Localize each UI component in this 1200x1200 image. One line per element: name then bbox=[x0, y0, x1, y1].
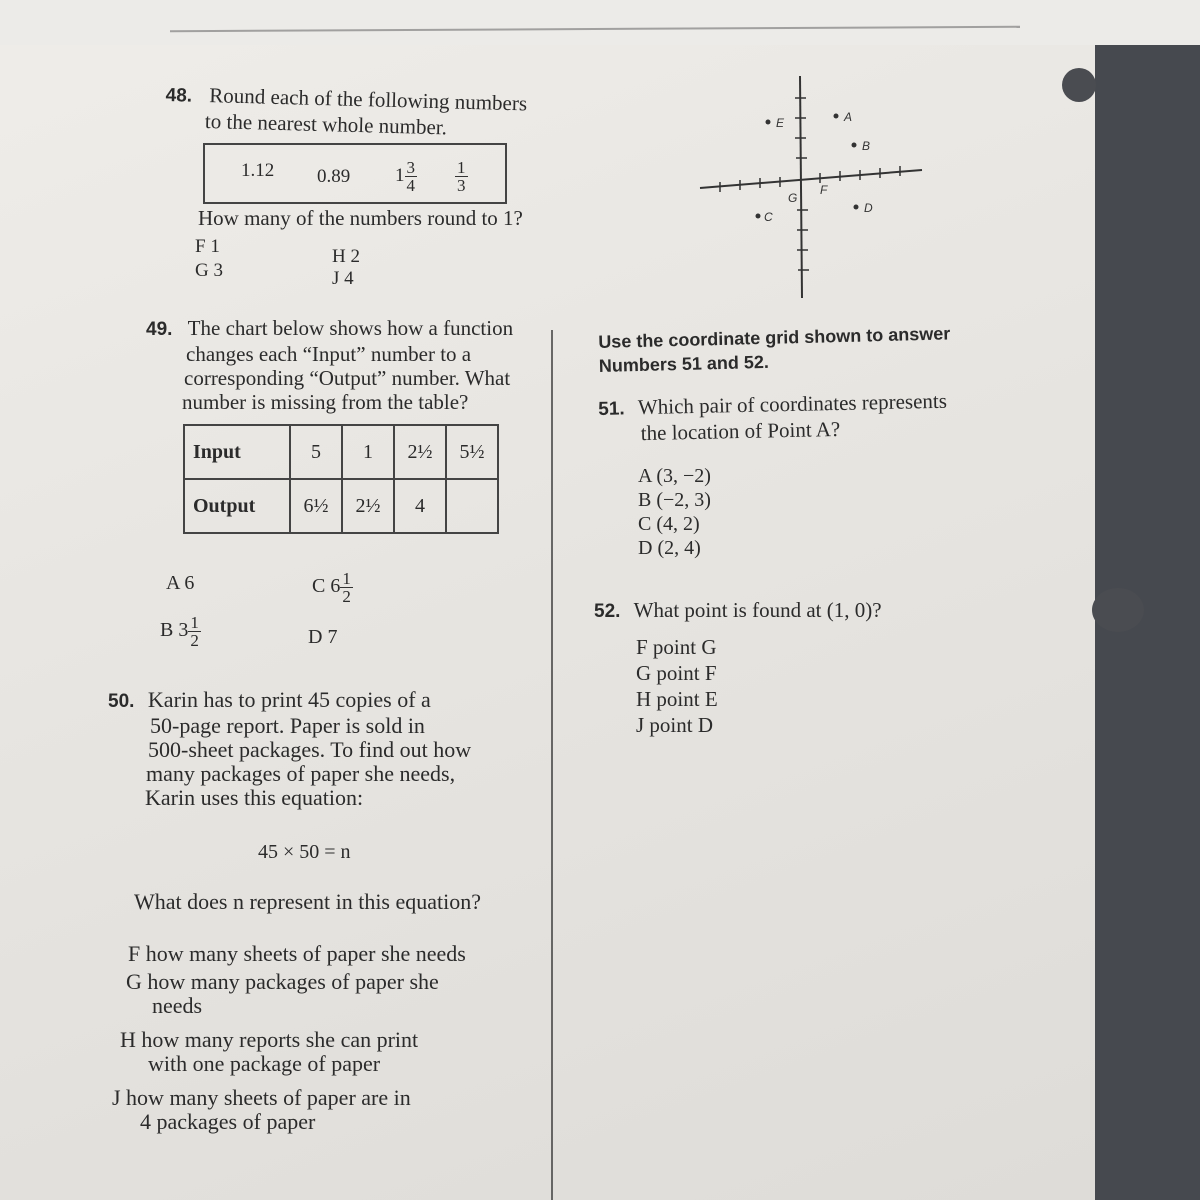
point-a-label: A bbox=[844, 110, 853, 124]
q51-number: 51. bbox=[598, 398, 625, 420]
q49-line1: The chart below shows how a function bbox=[187, 316, 514, 340]
q49-output-row bbox=[184, 479, 498, 533]
q49-choice-d[interactable] bbox=[308, 624, 337, 650]
q49-line4: number is missing from the table? bbox=[182, 390, 469, 414]
point-e-label: E bbox=[776, 116, 785, 130]
q49-choice-a-value: 6 bbox=[184, 572, 195, 594]
q49-output-label: Output bbox=[184, 479, 290, 533]
q51-choice-a[interactable]: A (3, −2) bbox=[638, 465, 711, 487]
q51-choice-c[interactable]: C (4, 2) bbox=[638, 513, 700, 535]
q50-choice-h[interactable] bbox=[120, 1028, 418, 1076]
q50-choice-j-line2: 4 packages of paper bbox=[140, 1109, 316, 1134]
q52-question: What point is found at (1, 0)? bbox=[633, 598, 882, 622]
column-divider bbox=[551, 330, 553, 1200]
punch-hole-top bbox=[1062, 68, 1096, 102]
coordinate-grid bbox=[690, 70, 940, 310]
q51-line2: the location of Point A? bbox=[640, 416, 841, 446]
grid-intro-line2: Numbers 51 and 52. bbox=[598, 351, 770, 376]
q48-question: How many of the numbers round to 1? bbox=[198, 206, 523, 230]
q49-input-2: 1 bbox=[342, 425, 394, 479]
punch-hole-middle bbox=[1092, 588, 1144, 632]
q50-choice-g-line1: G how many packages of paper she bbox=[126, 969, 439, 994]
q50-line4: many packages of paper she needs, bbox=[146, 761, 456, 786]
q50-choice-j-line1: J how many sheets of paper are in bbox=[112, 1085, 411, 1110]
q49-choice-b[interactable] bbox=[160, 614, 201, 649]
q49-prompt bbox=[146, 316, 513, 414]
q50-equation: 45 × 50 = n bbox=[258, 841, 351, 863]
q50-prompt bbox=[108, 688, 471, 810]
q49-choice-b-den: 2 bbox=[190, 631, 199, 650]
q49-choice-a[interactable] bbox=[166, 570, 194, 596]
q48-mixed-num: 3 bbox=[406, 158, 415, 177]
q49-input-row bbox=[184, 425, 498, 479]
q49-input-label: Input bbox=[184, 425, 290, 479]
q49-function-table bbox=[183, 424, 499, 534]
q52-choice-j[interactable]: J point D bbox=[636, 713, 714, 737]
q50-choice-h-line2: with one package of paper bbox=[148, 1051, 381, 1076]
q51-prompt bbox=[598, 389, 948, 446]
q52-choices bbox=[636, 634, 718, 738]
q50-line1: Karin has to print 45 copies of a bbox=[147, 687, 431, 712]
q51-choice-b[interactable]: B (−2, 3) bbox=[638, 489, 711, 511]
q49-choice-c-den: 2 bbox=[342, 587, 351, 606]
q52-number: 52. bbox=[594, 601, 621, 622]
q48-simple-num: 1 bbox=[457, 158, 466, 177]
point-d-label: D bbox=[864, 201, 873, 215]
q48-prompt-line1: Round each of the following numbers bbox=[209, 83, 528, 116]
q51-line1: Which pair of coordinates represents bbox=[637, 388, 948, 420]
q50-number: 50. bbox=[108, 691, 135, 712]
q51-choices bbox=[638, 464, 711, 560]
q49-input-1: 5 bbox=[290, 425, 342, 479]
q50-question: What does n represent in this equation? bbox=[134, 889, 482, 914]
q48-number-box bbox=[203, 143, 507, 204]
point-f-label: F bbox=[820, 183, 828, 197]
point-d-dot bbox=[854, 205, 859, 210]
q50-line3: 500-sheet packages. To find out how bbox=[148, 737, 472, 762]
q51-choice-d[interactable]: D (2, 4) bbox=[638, 537, 701, 559]
q49-choice-d-letter: D bbox=[308, 626, 323, 648]
q50-choice-f[interactable]: F how many sheets of paper she needs bbox=[128, 941, 466, 966]
point-b-label: B bbox=[862, 139, 871, 153]
q49-choice-c-whole: 6 bbox=[330, 575, 341, 598]
q48-value-4 bbox=[455, 159, 468, 194]
point-c-label: C bbox=[764, 210, 773, 224]
point-c-dot bbox=[756, 214, 761, 219]
q48-simple-den: 3 bbox=[457, 176, 466, 195]
q49-choice-b-num: 1 bbox=[190, 613, 199, 632]
q49-line2: changes each “Input” number to a bbox=[186, 342, 472, 366]
worksheet-page-top bbox=[0, 0, 1200, 45]
point-a-dot bbox=[834, 114, 839, 119]
q48-number: 48. bbox=[165, 84, 193, 107]
x-axis bbox=[700, 170, 922, 188]
q50-choice-h-line1: H how many reports she can print bbox=[120, 1027, 419, 1052]
q49-input-4: 5½ bbox=[446, 425, 498, 479]
q50-line5: Karin uses this equation: bbox=[145, 785, 364, 810]
q52-prompt bbox=[594, 598, 882, 624]
q49-choice-b-whole: 3 bbox=[178, 619, 189, 642]
point-b-dot bbox=[852, 143, 857, 148]
q50-choice-j[interactable] bbox=[112, 1086, 411, 1134]
q49-choice-c-letter: C bbox=[312, 575, 326, 598]
q48-value-3 bbox=[395, 159, 417, 194]
q48-value-2: 0.89 bbox=[317, 166, 351, 187]
y-axis bbox=[800, 76, 802, 298]
q49-choice-d-value: 7 bbox=[327, 626, 338, 648]
q48-choice-g[interactable]: G 3 bbox=[195, 260, 223, 281]
grid-intro-line1: Use the coordinate grid shown to answer bbox=[598, 323, 951, 352]
q49-choice-b-letter: B bbox=[160, 619, 174, 642]
q48-choice-j[interactable]: J 4 bbox=[332, 268, 354, 289]
q48-choice-f[interactable]: F 1 bbox=[195, 236, 220, 257]
q49-output-3: 4 bbox=[394, 479, 446, 533]
q50-line2: 50-page report. Paper is sold in bbox=[150, 713, 425, 738]
q49-line3: corresponding “Output” number. What bbox=[184, 366, 511, 390]
q48-value-1: 1.12 bbox=[241, 160, 275, 181]
q48-mixed-den: 4 bbox=[406, 176, 415, 195]
q49-choice-c[interactable] bbox=[312, 570, 353, 605]
q49-output-missing bbox=[446, 479, 498, 533]
point-e-dot bbox=[766, 120, 771, 125]
q52-choice-f[interactable]: F point G bbox=[636, 635, 717, 659]
q49-choice-a-letter: A bbox=[166, 572, 180, 594]
point-g-label: G bbox=[788, 191, 798, 205]
q52-choice-h[interactable]: H point E bbox=[636, 687, 718, 711]
q48-prompt bbox=[165, 82, 528, 141]
q49-output-2: 2½ bbox=[342, 479, 394, 533]
q49-number: 49. bbox=[146, 319, 173, 340]
grid-intro bbox=[598, 321, 951, 378]
q48-mixed-whole: 1 bbox=[395, 164, 405, 186]
q48-choice-h[interactable]: H 2 bbox=[332, 246, 360, 267]
q50-choice-g-line2: needs bbox=[152, 993, 203, 1018]
q50-choice-g[interactable] bbox=[126, 970, 439, 1018]
q49-input-3: 2½ bbox=[394, 425, 446, 479]
grid-points bbox=[756, 114, 859, 219]
q52-choice-g[interactable]: G point F bbox=[636, 661, 717, 685]
q49-choice-c-num: 1 bbox=[342, 569, 351, 588]
q48-prompt-line2: to the nearest whole number. bbox=[204, 109, 448, 140]
q49-output-1: 6½ bbox=[290, 479, 342, 533]
